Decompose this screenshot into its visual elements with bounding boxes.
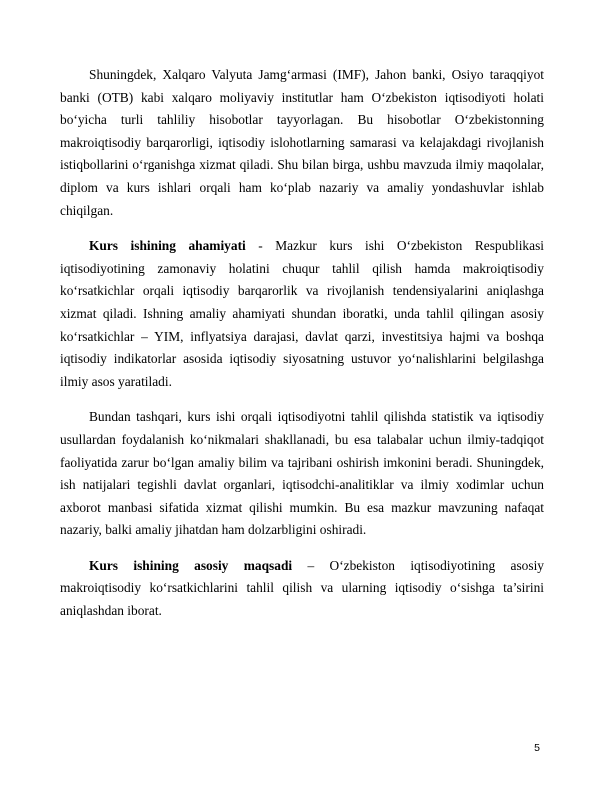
paragraph-4	[60, 555, 544, 623]
paragraph-4-lead: Kurs ishining asosiy maqsadi	[89, 557, 293, 573]
paragraph-1	[60, 64, 544, 222]
paragraph-3-text: Bundan tashqari, kurs ishi orqali iqtisodiyotni tahlil qilishda statistik va iqtisodiy usullardan foydalanish ko‘nikmalari shakllanadi, bu esa talabalar uchun ilmiy-tadqiqot faoliyatida zarur bo‘lgan amaliy bilim va tajribani oshirish imkonini beradi. Shuningdek, ish natijalari tegishli davlat organlari, iqtisodchi-analitiklar va ilmiy xodimlar uchun axborot manbasi sifatida xizmat qilishi mumkin. Bu esa mazkur mavzuning nafaqat nazariy, balki amaliy jihatdan ham dolzarbligini oshiradi.	[60, 409, 544, 538]
paragraph-2-lead: Kurs ishining ahamiyati	[89, 238, 246, 254]
paragraph-2	[60, 235, 544, 393]
paragraph-4-text: – O‘zbekiston iqtisodiyotining asosiy makroiqtisodiy ko‘rsatkichlarini tahlil qilish va ularning iqtisodiy o‘sishga ta’sirini aniqlashdan iborat.	[60, 557, 544, 619]
document-page	[60, 64, 544, 636]
paragraph-2-text: - Mazkur kurs ishi O‘zbekiston Respublikasi iqtisodiyotining zamonaviy holatini chuqur tahlil qilish hamda makroiqtisodiy ko‘rsatkichlar orqali iqtisodiy barqarorlik va rivojlanish tendensiyalarini aniqlashga xizmat qiladi. Ishning amaliy ahamiyati shundan iboratki, unda tahlil qilingan asosiy ko‘rsatkichlar – YIM, inflyatsiya darajasi, davlat qarzi, investitsiya hajmi va boshqa iqtisodiy indikatorlar asosida iqtisodiy siyosatning ustuvor yo‘nalishlarini belgilashga ilmiy asos yaratiladi.	[60, 238, 544, 389]
page-number: 5	[534, 742, 540, 754]
paragraph-1-text: Shuningdek, Xalqaro Valyuta Jamg‘armasi (IMF), Jahon banki, Osiyo taraqqiyot banki (OTB) kabi xalqaro moliyaviy institutlar ham O‘zbekiston iqtisodiyoti holati bo‘yicha turli tahliliy hisobotlar tayyorlagan. Bu hisobotlar O‘zbekistonning makroiqtisodiy barqarorligi, iqtisodiy islohotlarning samarasi va kelajakdagi rivojlanish istiqbollarini o‘rganishga xizmat qiladi. Shu bilan birga, ushbu mavzuda ilmiy maqolalar, diplom va kurs ishlari orqali ham ko‘plab nazariy va amaliy yondashuvlar ishlab chiqilgan.	[60, 67, 544, 218]
paragraph-3	[60, 406, 544, 542]
